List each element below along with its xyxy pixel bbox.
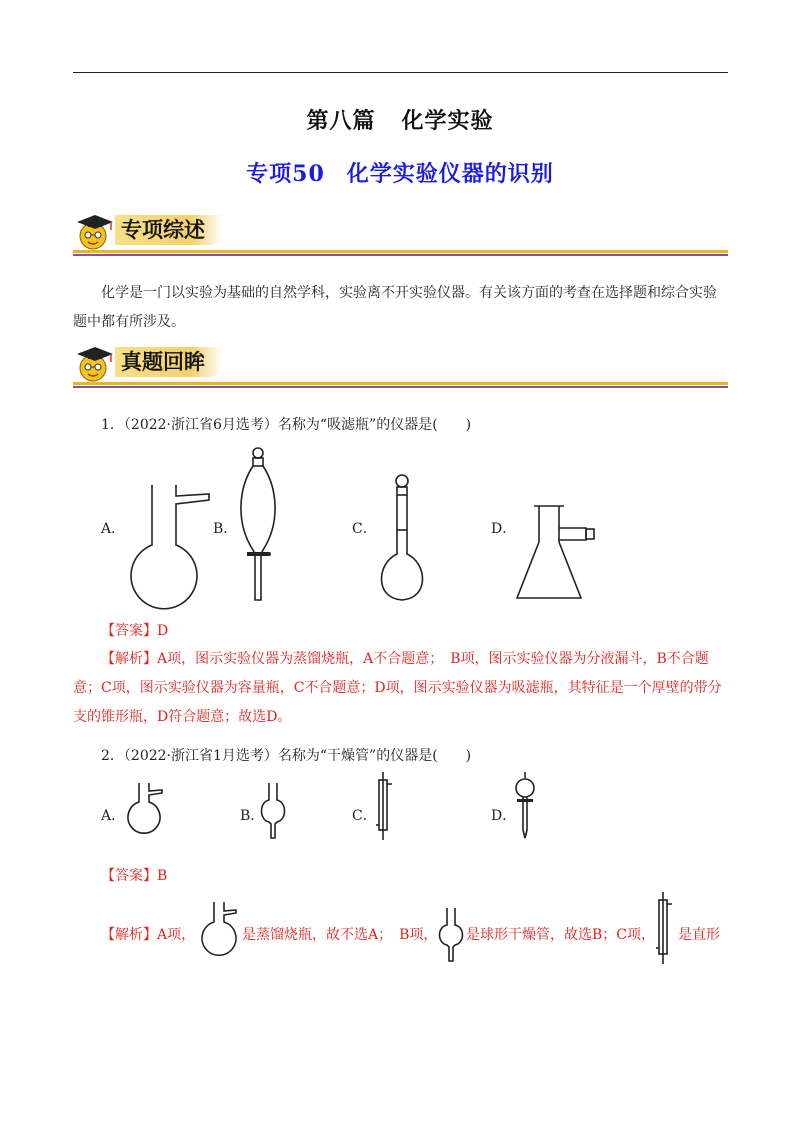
part-title xyxy=(0,104,800,135)
question-2-stem: 2．（2022·浙江省1月选考）名称为“干燥管”的仪器是( ) xyxy=(101,748,472,764)
topic-label: 专项50 xyxy=(246,161,325,187)
q1-explanation: 【解析】A项，图示实验仪器为蒸馏烧瓶，A不合题意； B项，图示实验仪器为分液漏斗，B不合题意；C项，图示实验仪器为容量瓶，C不合题意；D项，图示实验仪器为吸滤瓶，其特征是一个厚壁的带分支的锥形瓶，D符合题意；故选D。 xyxy=(73,651,722,725)
ball-drying-tube-icon xyxy=(258,780,288,842)
q2-explain-tag: 【解析】A项， xyxy=(101,927,196,943)
part-label: 第八篇 xyxy=(306,108,376,134)
inline-ball-drying-tube-icon xyxy=(436,905,466,965)
scholar-mascot-icon xyxy=(73,210,117,254)
q2-option-b-label: B． xyxy=(240,808,265,824)
top-rule xyxy=(73,72,728,73)
question-1-stem: 1．（2022·浙江省6月选考）名称为“吸滤瓶”的仪器是( ) xyxy=(101,417,472,433)
part-name: 化学实验 xyxy=(401,108,494,134)
q1-option-d-label: D． xyxy=(491,521,517,537)
straight-condenser-icon xyxy=(372,770,396,842)
q2-explain-part-4: 是直形 xyxy=(678,927,720,943)
q2-option-a-label: A． xyxy=(101,808,126,824)
section-title-real: 真题回眸 xyxy=(115,347,223,377)
q2-option-d-label: D． xyxy=(491,808,517,824)
dropping-funnel-icon xyxy=(510,770,540,842)
scholar-mascot-icon xyxy=(73,342,117,386)
suction-flask-icon xyxy=(512,500,612,602)
inline-distillation-flask-icon xyxy=(198,898,244,964)
topic-title xyxy=(0,157,800,188)
q2-answer: 【答案】B xyxy=(101,868,168,884)
distillation-flask-icon xyxy=(125,480,220,605)
q1-answer-value: D xyxy=(157,623,169,639)
section-header-overview xyxy=(73,210,728,254)
volumetric-flask-icon xyxy=(372,470,432,605)
section-header-real xyxy=(73,342,728,386)
topic-name: 化学实验仪器的识别 xyxy=(346,161,554,187)
section-title-overview: 专项综述 xyxy=(115,215,223,245)
separatory-funnel-icon xyxy=(233,442,283,602)
overview-paragraph: 化学是一门以实验为基础的自然学科，实验离不开实验仪器。有关该方面的考查在选择题和综合实验题中都有所涉及。 xyxy=(73,285,717,330)
inline-straight-condenser-icon xyxy=(652,890,676,966)
q2-option-c-label: C． xyxy=(352,808,377,824)
q1-option-b-label: B． xyxy=(213,521,238,537)
q2-explain-part-2: 是蒸馏烧瓶，故不选A； B项， xyxy=(242,927,438,943)
q1-option-a-label: A． xyxy=(101,521,126,537)
q1-option-c-label: C． xyxy=(352,521,377,537)
q2-explain-part-3: 是球形干燥管，故选B；C项， xyxy=(466,927,655,943)
q1-answer: 【答案】D xyxy=(101,623,169,639)
q2-answer-value: B xyxy=(157,868,168,884)
distillation-flask-small-icon xyxy=(122,780,172,842)
